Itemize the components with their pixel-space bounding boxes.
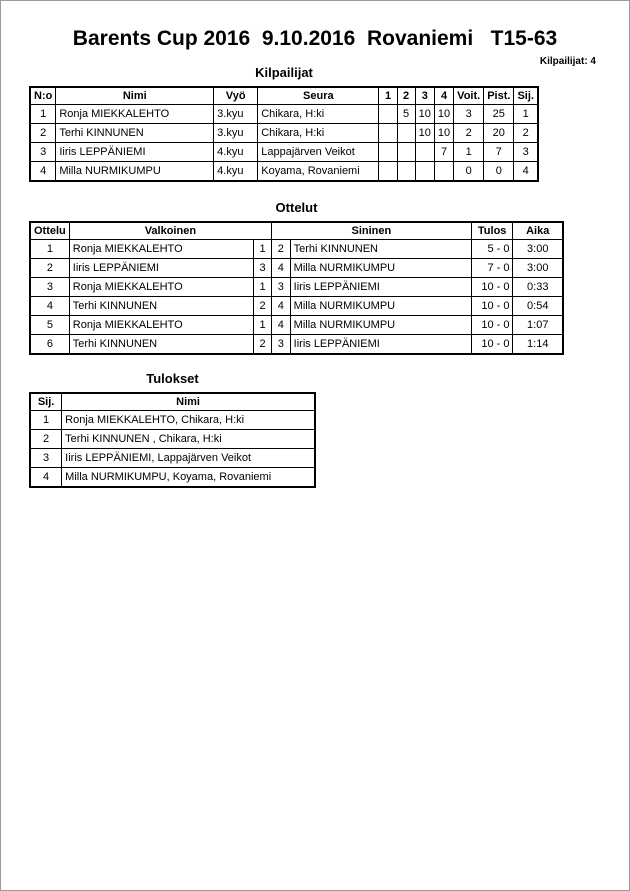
cell-sininen-no: 4 (271, 259, 290, 278)
cell-nimi: Ronja MIEKKALEHTO (56, 105, 214, 124)
kilpailijat-table (29, 86, 539, 182)
cell-pist: 0 (484, 162, 514, 182)
cell-round4: 7 (434, 143, 453, 162)
cell-valkoinen: Iiris LEPPÄNIEMI (69, 259, 253, 278)
col-header-tulos: Tulos (471, 222, 513, 240)
cell-round3: 10 (415, 105, 434, 124)
cell-seura: Chikara, H:ki (258, 105, 379, 124)
cell-valkoinen: Ronja MIEKKALEHTO (69, 240, 253, 259)
cell-valkoinen-no: 2 (254, 335, 272, 355)
cell-sij: 3 (514, 143, 538, 162)
cell-sininen-no: 3 (271, 335, 290, 355)
col-header-sininen: Sininen (271, 222, 471, 240)
cell-round1 (379, 143, 397, 162)
cell-valkoinen-no: 2 (254, 297, 272, 316)
table-row (30, 449, 315, 468)
col-header-seura: Seura (258, 87, 379, 105)
cell-sij: 4 (514, 162, 538, 182)
table-row (30, 430, 315, 449)
cell-ottelu: 3 (30, 278, 69, 297)
cell-ottelu: 1 (30, 240, 69, 259)
ottelut-table (29, 221, 564, 355)
cell-valkoinen-no: 1 (254, 278, 272, 297)
cell-sij: 2 (30, 430, 62, 449)
col-header-vyo: Vyö (214, 87, 258, 105)
col-header-voit: Voit. (454, 87, 484, 105)
cell-sininen-no: 2 (271, 240, 290, 259)
cell-sininen: Milla NURMIKUMPU (290, 316, 471, 335)
cell-round3: 10 (415, 124, 434, 143)
tulokset-section (29, 371, 316, 488)
col-header-nimi: Nimi (62, 393, 315, 411)
cell-no: 2 (30, 124, 56, 143)
cell-round2 (397, 124, 415, 143)
cell-sininen: Milla NURMIKUMPU (290, 259, 471, 278)
page-title: Barents Cup 2016 9.10.2016 Rovaniemi T15-63 (72, 27, 558, 50)
cell-sininen-no: 4 (271, 316, 290, 335)
table-row (30, 143, 538, 162)
cell-tulos: 7 - 0 (471, 259, 513, 278)
cell-aika: 1:14 (513, 335, 563, 355)
cell-tulos: 10 - 0 (471, 335, 513, 355)
cell-aika: 3:00 (513, 240, 563, 259)
tulokset-heading: Tulokset (146, 371, 199, 386)
cell-sij: 2 (514, 124, 538, 143)
cell-round2: 5 (397, 105, 415, 124)
cell-sininen: Iiris LEPPÄNIEMI (290, 335, 471, 355)
cell-round2 (397, 162, 415, 182)
cell-nimi: Terhi KINNUNEN (56, 124, 214, 143)
table-row (30, 468, 315, 488)
cell-round1 (379, 162, 397, 182)
cell-nimi: Iiris LEPPÄNIEMI, Lappajärven Veikot (62, 449, 315, 468)
cell-valkoinen: Terhi KINNUNEN (69, 335, 253, 355)
cell-round4 (434, 162, 453, 182)
cell-sij: 4 (30, 468, 62, 488)
col-header-aika: Aika (513, 222, 563, 240)
col-header-valkoinen: Valkoinen (69, 222, 271, 240)
cell-vyo: 3.kyu (214, 105, 258, 124)
cell-voit: 0 (454, 162, 484, 182)
table-row (30, 124, 538, 143)
cell-no: 3 (30, 143, 56, 162)
cell-valkoinen: Terhi KINNUNEN (69, 297, 253, 316)
cell-nimi: Milla NURMIKUMPU (56, 162, 214, 182)
table-row (30, 297, 563, 316)
competitor-count: Kilpailijat: 4 (539, 56, 596, 67)
cell-pist: 25 (484, 105, 514, 124)
cell-round4: 10 (434, 124, 453, 143)
cell-valkoinen-no: 1 (254, 316, 272, 335)
cell-valkoinen: Ronja MIEKKALEHTO (69, 316, 253, 335)
cell-no: 1 (30, 105, 56, 124)
tulokset-header-row (30, 393, 315, 411)
cell-vyo: 3.kyu (214, 124, 258, 143)
cell-aika: 0:54 (513, 297, 563, 316)
ottelut-heading: Ottelut (275, 200, 318, 215)
cell-sininen: Terhi KINNUNEN (290, 240, 471, 259)
cell-vyo: 4.kyu (214, 143, 258, 162)
cell-valkoinen-no: 1 (254, 240, 272, 259)
cell-aika: 1:07 (513, 316, 563, 335)
table-row (30, 162, 538, 182)
cell-tulos: 10 - 0 (471, 297, 513, 316)
table-row (30, 278, 563, 297)
table-row (30, 240, 563, 259)
cell-seura: Chikara, H:ki (258, 124, 379, 143)
kilpailijat-section (29, 65, 539, 182)
col-header-round1: 1 (379, 87, 397, 105)
col-header-round3: 3 (415, 87, 434, 105)
cell-sininen: Milla NURMIKUMPU (290, 297, 471, 316)
cell-nimi: Iiris LEPPÄNIEMI (56, 143, 214, 162)
col-header-no: N:o (30, 87, 56, 105)
col-header-nimi: Nimi (56, 87, 214, 105)
cell-seura: Koyama, Rovaniemi (258, 162, 379, 182)
cell-nimi: Ronja MIEKKALEHTO, Chikara, H:ki (62, 411, 315, 430)
cell-nimi: Milla NURMIKUMPU, Koyama, Rovaniemi (62, 468, 315, 488)
cell-voit: 1 (454, 143, 484, 162)
cell-pist: 7 (484, 143, 514, 162)
col-header-pist: Pist. (484, 87, 514, 105)
col-header-sij: Sij. (514, 87, 538, 105)
table-row (30, 105, 538, 124)
cell-round3 (415, 143, 434, 162)
ottelut-section (29, 200, 564, 355)
table-row (30, 335, 563, 355)
cell-sininen: Iiris LEPPÄNIEMI (290, 278, 471, 297)
cell-vyo: 4.kyu (214, 162, 258, 182)
cell-aika: 3:00 (513, 259, 563, 278)
col-header-round4: 4 (434, 87, 453, 105)
table-row (30, 259, 563, 278)
cell-aika: 0:33 (513, 278, 563, 297)
cell-seura: Lappajärven Veikot (258, 143, 379, 162)
cell-valkoinen: Ronja MIEKKALEHTO (69, 278, 253, 297)
cell-sij: 1 (30, 411, 62, 430)
col-header-sij: Sij. (30, 393, 62, 411)
tulokset-table (29, 392, 316, 488)
kilpailijat-header-row (30, 87, 538, 105)
cell-pist: 20 (484, 124, 514, 143)
cell-round4: 10 (434, 105, 453, 124)
ottelut-header-row (30, 222, 563, 240)
cell-nimi: Terhi KINNUNEN , Chikara, H:ki (62, 430, 315, 449)
cell-round3 (415, 162, 434, 182)
cell-round2 (397, 143, 415, 162)
table-row (30, 411, 315, 430)
cell-tulos: 10 - 0 (471, 316, 513, 335)
cell-sininen-no: 4 (271, 297, 290, 316)
cell-ottelu: 6 (30, 335, 69, 355)
table-row (30, 316, 563, 335)
kilpailijat-heading: Kilpailijat (255, 65, 313, 80)
cell-ottelu: 5 (30, 316, 69, 335)
cell-valkoinen-no: 3 (254, 259, 272, 278)
cell-tulos: 10 - 0 (471, 278, 513, 297)
cell-sij: 3 (30, 449, 62, 468)
cell-voit: 2 (454, 124, 484, 143)
col-header-round2: 2 (397, 87, 415, 105)
cell-round1 (379, 124, 397, 143)
cell-tulos: 5 - 0 (471, 240, 513, 259)
cell-ottelu: 4 (30, 297, 69, 316)
cell-sij: 1 (514, 105, 538, 124)
col-header-ottelu: Ottelu (30, 222, 69, 240)
cell-voit: 3 (454, 105, 484, 124)
cell-ottelu: 2 (30, 259, 69, 278)
cell-round1 (379, 105, 397, 124)
cell-sininen-no: 3 (271, 278, 290, 297)
cell-no: 4 (30, 162, 56, 182)
